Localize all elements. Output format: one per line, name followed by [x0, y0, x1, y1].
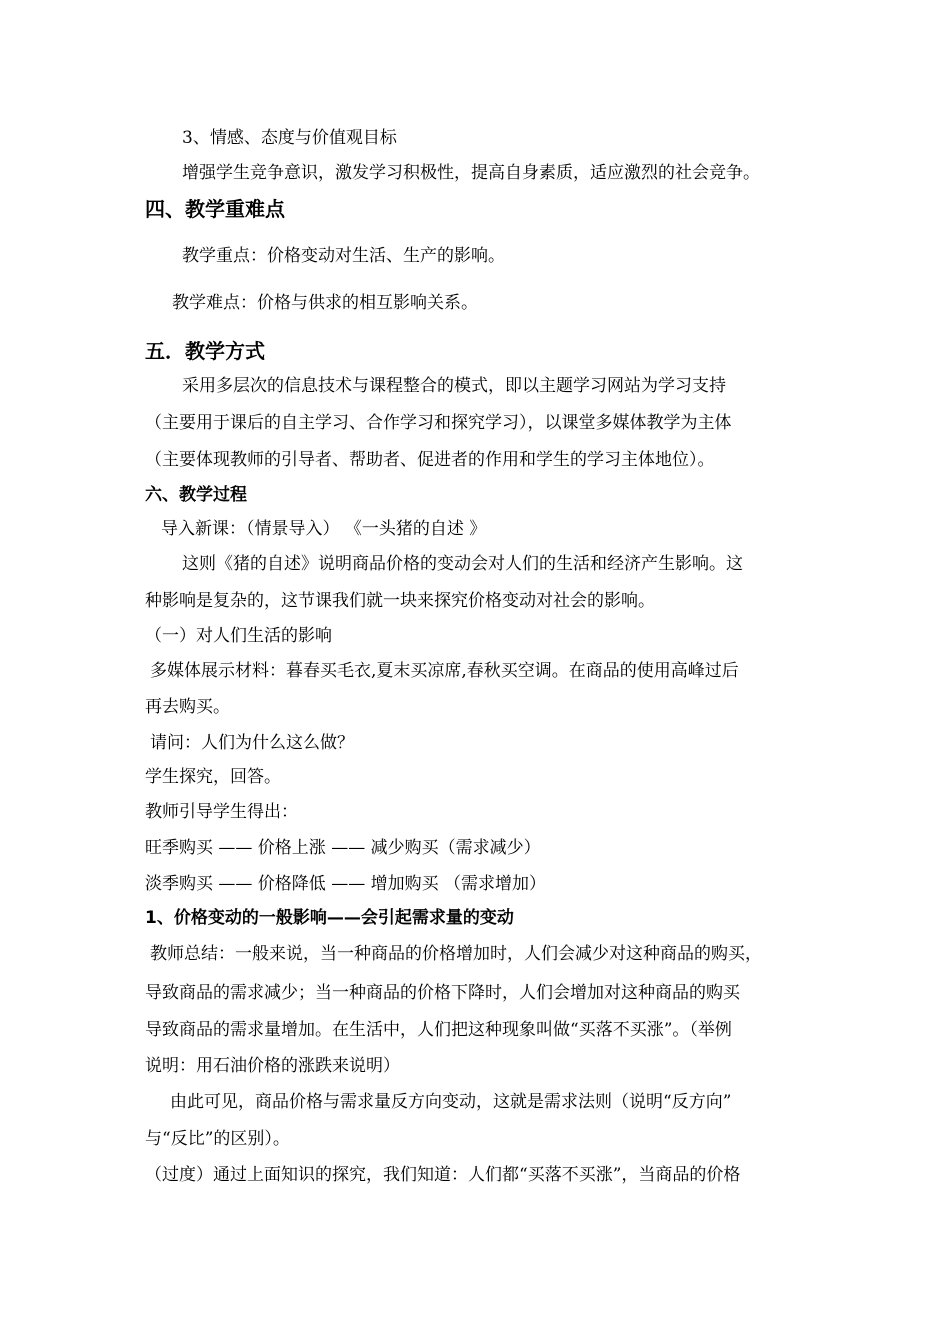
- guide-line: 教师引导学生得出：: [145, 802, 298, 822]
- paragraph-line: 导致商品的需求减少；当一种商品的价格下降时，人们会增加对这种商品的购买: [145, 983, 740, 1003]
- paragraph-line: 教师总结：一般来说，当一种商品的价格增加时，人们会减少对这种商品的购买，: [150, 944, 762, 964]
- question-line: 请问：人们为什么这么做？: [150, 733, 354, 753]
- section5-heading: 五．教学方式: [145, 339, 265, 363]
- section3-subtitle: 3、情感、态度与价值观目标: [182, 128, 397, 148]
- paragraph-line: 种影响是复杂的，这节课我们就一块来探究价格变动对社会的影响。: [145, 591, 655, 611]
- intro-line: 导入新课：（情景导入） 《一头猪的自述 》: [161, 519, 487, 539]
- key-point: 教学重点：价格变动对生活、生产的影响。: [182, 246, 505, 266]
- point1-heading: 1、价格变动的一般影响——会引起需求量的变动: [145, 908, 514, 928]
- paragraph-line: 这则《猪的自述》说明商品价格的变动会对人们的生活和经济产生影响。这: [182, 554, 743, 574]
- transition-line: （过度）通过上面知识的探究，我们知道：人们都“买落不买涨”，当商品的价格: [145, 1165, 741, 1185]
- paragraph-line: （主要体现教师的引导者、帮助者、促进者的作用和学生的学习主体地位）。: [145, 450, 715, 470]
- subsection-heading: （一）对人们生活的影响: [145, 626, 332, 646]
- paragraph-line: 再去购买。: [145, 697, 230, 717]
- paragraph-line: （主要用于课后的自主学习、合作学习和探究学习），以课堂多媒体教学为主体: [145, 413, 732, 433]
- paragraph-line: 多媒体展示材料：暮春买毛衣,夏末买凉席,春秋买空调。在商品的使用高峰过后: [150, 661, 739, 681]
- section6-heading: 六、教学过程: [145, 485, 247, 505]
- paragraph-line: 由此可见，商品价格与需求量反方向变动，这就是需求法则（说明“反方向”: [170, 1092, 732, 1112]
- answer-line: 学生探究，回答。: [145, 767, 281, 787]
- peak-season-line: 旺季购买 —— 价格上涨 —— 减少购买（需求减少）: [145, 838, 541, 858]
- paragraph-line: 与“反比”的区别）。: [145, 1129, 290, 1149]
- paragraph-line: 采用多层次的信息技术与课程整合的模式，即以主题学习网站为学习支持: [182, 376, 726, 396]
- paragraph-line: 导致商品的需求量增加。在生活中，人们把这种现象叫做“买落不买涨”。（举例: [145, 1020, 732, 1040]
- paragraph-line: 说明：用石油价格的涨跌来说明）: [145, 1056, 400, 1076]
- off-season-line: 淡季购买 —— 价格降低 —— 增加购买 （需求增加）: [145, 874, 547, 894]
- section3-text: 增强学生竞争意识，激发学习积极性，提高自身素质，适应激烈的社会竞争。: [182, 163, 760, 183]
- difficulty-point: 教学难点：价格与供求的相互影响关系。: [172, 293, 478, 313]
- section4-heading: 四、教学重难点: [145, 197, 285, 221]
